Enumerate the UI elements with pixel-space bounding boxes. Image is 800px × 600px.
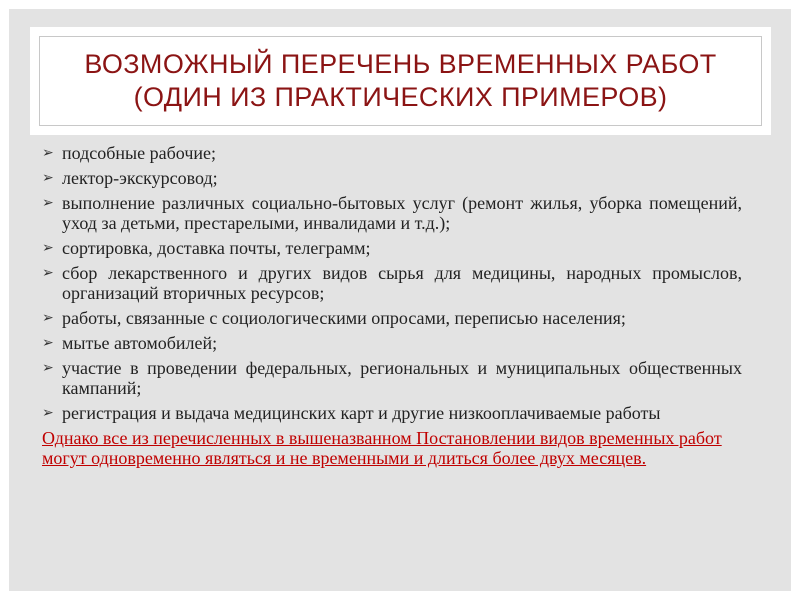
arrow-bullet-icon: ➢ bbox=[42, 145, 54, 161]
bullet-text: сортировка, доставка почты, телеграмм; bbox=[62, 238, 371, 258]
title-box bbox=[30, 27, 771, 135]
bullet-text: работы, связанные с социологическими опросами, переписью населения; bbox=[62, 308, 626, 328]
arrow-bullet-icon: ➢ bbox=[42, 170, 54, 186]
bullet-item bbox=[42, 238, 742, 258]
bullet-text: сбор лекарственного и других видов сырья для медицины, народных промыслов, организаций вторичных ресурсов; bbox=[62, 263, 742, 303]
slide-content bbox=[42, 143, 742, 468]
bullet-text: подсобные рабочие; bbox=[62, 143, 216, 163]
bullet-text: мытье автомобилей; bbox=[62, 333, 218, 353]
bullet-item bbox=[42, 263, 742, 303]
bullet-item bbox=[42, 143, 742, 163]
slide-title-line-2: (ОДИН ИЗ ПРАКТИЧЕСКИХ ПРИМЕРОВ) bbox=[133, 82, 668, 112]
bullet-item bbox=[42, 333, 742, 353]
arrow-bullet-icon: ➢ bbox=[42, 240, 54, 256]
bullet-item bbox=[42, 403, 742, 423]
bullet-item bbox=[42, 168, 742, 188]
slide-title-line-1: ВОЗМОЖНЫЙ ПЕРЕЧЕНЬ ВРЕМЕННЫХ РАБОТ bbox=[84, 49, 717, 79]
arrow-bullet-icon: ➢ bbox=[42, 310, 54, 326]
arrow-bullet-icon: ➢ bbox=[42, 265, 54, 281]
note-text: Однако все из перечисленных в вышеназванном Постановлении видов временных работ могут одновременно являться и не временными и длиться более двух месяцев. bbox=[42, 428, 722, 468]
bullet-text: лектор-экскурсовод; bbox=[62, 168, 218, 188]
arrow-bullet-icon: ➢ bbox=[42, 360, 54, 376]
arrow-bullet-icon: ➢ bbox=[42, 195, 54, 211]
bullet-text: выполнение различных социально-бытовых услуг (ремонт жилья, уборка помещений, уход за детьми, престарелыми, инвалидами и т.д.); bbox=[62, 193, 742, 233]
bullet-item bbox=[42, 308, 742, 328]
bullet-item bbox=[42, 358, 742, 398]
arrow-bullet-icon: ➢ bbox=[42, 405, 54, 421]
arrow-bullet-icon: ➢ bbox=[42, 335, 54, 351]
bullet-text: регистрация и выдача медицинских карт и другие низкооплачиваемые работы bbox=[62, 403, 661, 423]
title-frame bbox=[39, 36, 762, 126]
bullet-text: участие в проведении федеральных, региональных и муниципальных общественных кампаний; bbox=[62, 358, 742, 398]
bullet-item bbox=[42, 193, 742, 233]
bullet-list bbox=[42, 143, 742, 423]
